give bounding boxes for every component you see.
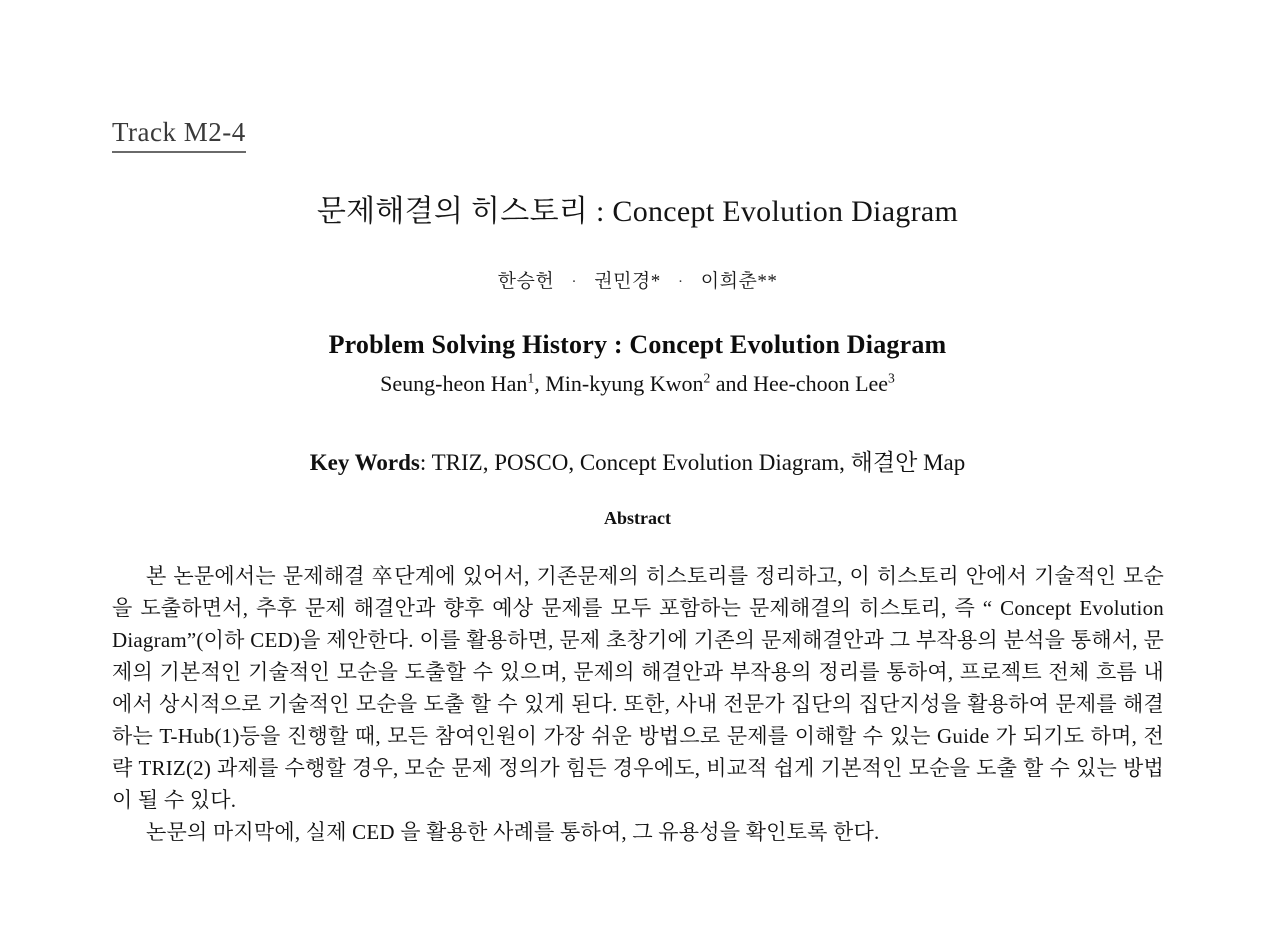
author-list-comma: ,	[534, 371, 546, 396]
authors-english	[0, 371, 1275, 397]
author-separator-icon: ·	[571, 274, 577, 291]
author-korean-2: 권민경*	[594, 271, 661, 292]
keywords-value: : TRIZ, POSCO, Concept Evolution Diagram, 해결안 Map	[419, 450, 966, 475]
page-title-korean: 문제해결의 히스토리 : Concept Evolution Diagram	[316, 195, 959, 228]
author-affiliation-marker: 1	[527, 370, 535, 386]
abstract-paragraph: 논문의 마지막에, 실제 CED 을 활용한 사례를 통하여, 그 유용성을 확인토록 한다.	[146, 820, 880, 844]
author-english-2: Min-kyung Kwon	[545, 371, 704, 396]
author-english-1: Seung-heon Han	[380, 371, 528, 396]
abstract-heading: Abstract	[604, 508, 671, 528]
keywords-label: Key Words	[309, 450, 420, 475]
author-affiliation-marker: 3	[888, 370, 895, 386]
page-title-english: Problem Solving History : Concept Evolution Diagram	[328, 330, 947, 359]
authors-korean	[0, 266, 1275, 293]
author-list-conjunction: and	[710, 371, 754, 396]
author-korean-3: 이희춘**	[700, 271, 778, 292]
abstract-body	[112, 560, 1164, 848]
author-affiliation-marker: 2	[703, 370, 711, 386]
author-korean-1: 한승헌	[497, 271, 555, 292]
track-label: Track M2-4	[112, 118, 246, 153]
author-english-3: Hee-choon Lee	[753, 371, 889, 396]
abstract-paragraph: 본 논문에서는 문제해결 卒단계에 있어서, 기존문제의 히스토리를 정리하고, 이 히스토리 안에서 기술적인 모순을 도출하면서, 추후 문제 해결안과 향후 예상 문제를 모두 포함하는 문제해결의 히스토리, 즉 “ Concept Evolution Diagram”(이하 CED)을 제안한다. 이를 활용하면, 문제 초창기에 기존의 문제해결안과 그 부작용의 분석을 통해서, 문제의 기본적인 기술적인 모순을 도출할 수 있으며, 문제의 해결안과 부작용의 정리를 통하여, 프로젝트 전체 흐름 내에서 상시적으로 기술적인 모순을 도출 할 수 있게 된다. 또한, 사내 전문가 집단의 집단지성을 활용하여 문제를 해결하는 T-Hub(1)등을 진행할 때, 모든 참여인원이 가장 쉬운 방법으로 문제를 이해할 수 있는 Guide 가 되기도 하며, 전략 TRIZ(2) 과제를 수행할 경우, 모순 문제 정의가 힘든 경우에도, 비교적 쉽게 기본적인 모순을 도출 할 수 있는 방법이 될 수 있다.	[112, 564, 1164, 812]
keywords-line	[0, 444, 1275, 477]
author-separator-icon: ·	[678, 274, 684, 291]
